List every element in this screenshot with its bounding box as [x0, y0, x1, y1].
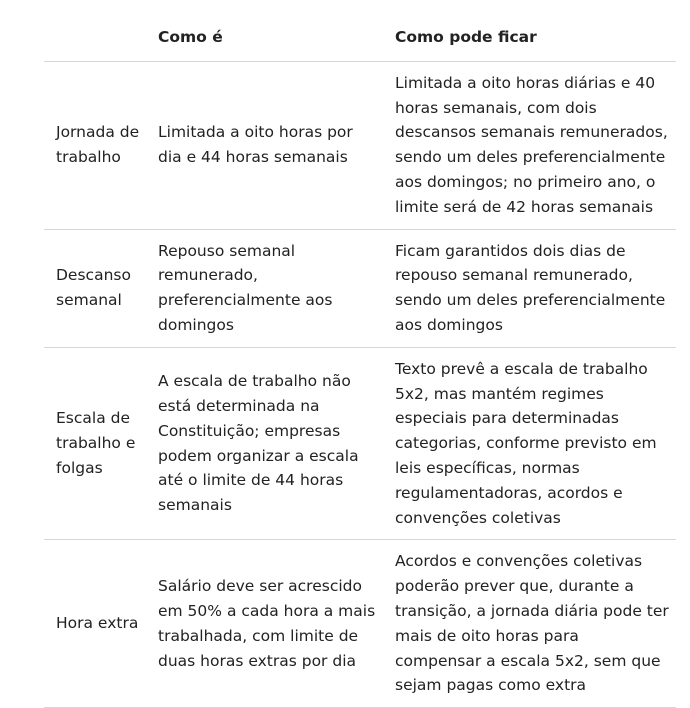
row-label: Hora extra	[44, 540, 146, 708]
current-cell: Limitada a oito horas por dia e 44 horas semanais	[146, 61, 383, 229]
table-row	[44, 61, 676, 229]
current-cell: Salário deve ser acrescido em 50% a cada hora a mais trabalhada, com limite de duas horas extras por dia	[146, 540, 383, 708]
current-cell: A escala de trabalho não está determinada na Constituição; empresas podem organizar a escala até o limite de 44 horas semanais	[146, 347, 383, 540]
header-proposed: Como pode ficar	[395, 28, 537, 46]
current-cell: Repouso semanal remunerado, preferencialmente aos domingos	[146, 229, 383, 347]
table-header	[44, 16, 676, 61]
proposed-cell: Texto prevê a escala de trabalho 5x2, mas mantém regimes especiais para determinadas categorias, conforme previsto em leis específicas, normas regulamentadoras, acordos e convenções coletivas	[383, 347, 676, 540]
comparison-table	[44, 16, 676, 708]
header-topic	[44, 16, 146, 61]
table-row	[44, 540, 676, 708]
proposed-cell: Ficam garantidos dois dias de repouso semanal remunerado, sendo um deles preferencialmente aos domingos	[383, 229, 676, 347]
header-current: Como é	[158, 28, 223, 46]
table-row	[44, 229, 676, 347]
proposed-cell: Acordos e convenções coletivas poderão prever que, durante a transição, a jornada diária pode ter mais de oito horas para compensar a escala 5x2, sem que sejam pagas como extra	[383, 540, 676, 708]
row-label: Descanso semanal	[44, 229, 146, 347]
row-label: Jornada de trabalho	[44, 61, 146, 229]
proposed-cell: Limitada a oito horas diárias e 40 horas semanais, com dois descansos semanais remunerados, sendo um deles preferencialmente aos domingos; no primeiro ano, o limite será de 42 horas semanais	[383, 61, 676, 229]
row-label: Escala de trabalho e folgas	[44, 347, 146, 540]
table-row	[44, 347, 676, 540]
header-row	[44, 16, 676, 61]
table-body	[44, 61, 676, 707]
